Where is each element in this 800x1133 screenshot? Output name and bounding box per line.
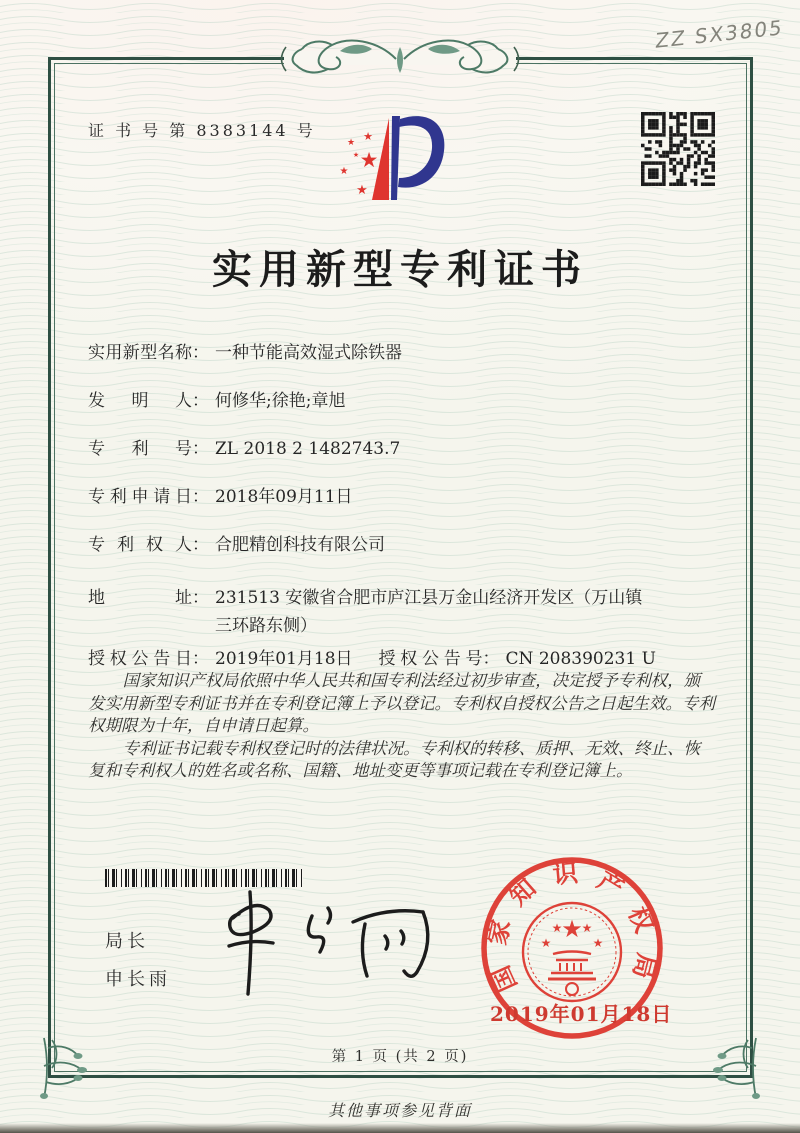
field-patentee [88,536,718,554]
handwritten-inventory-note: ZZ SX3805 [654,15,785,53]
certificate-title: 实用新型专利证书 [212,246,588,293]
logo-star-icon: ★ [359,148,379,172]
field-label: 授权公告日 [88,649,192,669]
svg-text:★: ★ [581,921,593,935]
certificate-number: 证 书 号 第 8383144 号 [88,121,316,140]
body-paragraph-2: 专利证书记载专利权登记时的法律状况。专利权的转移、质押、无效、终止、恢复和专利权人的姓名或名称、国籍、地址变更等事项记载在专利登记簿上。 [88,738,701,780]
field-value: 一种节能高效湿式除铁器 [215,343,402,363]
svg-text:★: ★ [592,936,604,950]
logo-star-icon: ★ [356,183,368,198]
field-filing-date [88,488,718,506]
field-value: ZL 2018 2 1482743.7 [215,439,401,459]
field-label: 实用新型名称 [88,343,192,363]
colon: ： [192,343,209,363]
field-value: 何修华;徐艳;章旭 [215,391,346,411]
back-side-note: 其他事项参见背面 [327,1101,472,1120]
field-label: 专利权人 [88,535,192,555]
colon: ： [192,439,209,459]
address-value [215,584,642,640]
director-signature [215,882,450,1000]
director-block [105,927,171,1003]
certificate-fields [88,344,718,668]
field-inventors [88,392,718,410]
grant-date-value: 2019年01月18日 [215,649,353,669]
logo-star-icon: ★ [346,138,356,148]
logo-star-icon: ★ [339,166,349,177]
colon: ： [192,649,209,669]
field-address [88,584,718,640]
colon: ： [192,535,209,555]
colon: ： [192,588,209,608]
field-label: 授权公告号 [378,649,483,669]
logo-star-icon: ★ [352,151,360,159]
field-value: 2018年09月11日 [215,487,353,507]
page-number: 第 1 页 (共 2 页) [331,1049,469,1065]
grant-number-group [379,650,656,668]
cnipa-patent-logo-icon [336,110,452,212]
seal-ring-text: 国家知识产权局 [482,858,662,997]
address-line-1: 231513 安徽省合肥市庐江县万金山经济开发区（万山镇 [215,588,643,608]
field-value: 合肥精创科技有限公司 [215,535,385,555]
field-patent-number [88,440,718,458]
svg-text:★: ★ [551,921,563,935]
seal-date: 2019年01月18日 [490,1002,673,1026]
field-label: 地址 [88,588,192,608]
national-emblem-icon [523,903,621,1001]
colon: ： [482,649,500,669]
grant-number-value: CN 208390231 U [505,649,656,669]
director-title: 局长 [105,931,149,952]
address-line-2: 三环路东侧） [215,616,317,636]
field-label: 专利号 [88,439,192,459]
logo-star-icon: ★ [363,130,373,143]
colon: ： [192,391,209,411]
legal-body-text [88,670,716,783]
colon: ： [192,487,209,507]
qr-code [641,112,715,186]
photo-bottom-edge [0,1123,800,1133]
svg-text:★: ★ [540,936,552,950]
field-label: 发明人 [88,391,192,411]
director-name: 申长雨 [105,969,171,990]
top-border-ornament-icon [278,33,522,85]
body-paragraph-1: 国家知识产权局依照中华人民共和国专利法经过初步审查，决定授予专利权，颁发实用新型专利证书并在专利登记簿上予以登记。专利权自授权公告之日起生效。专利权期限为十年，自申请日起算。 [88,671,715,735]
field-grant [88,650,718,668]
field-utility-model-name [88,344,718,362]
svg-text:★: ★ [561,915,583,943]
field-label: 专利申请日 [88,487,192,507]
